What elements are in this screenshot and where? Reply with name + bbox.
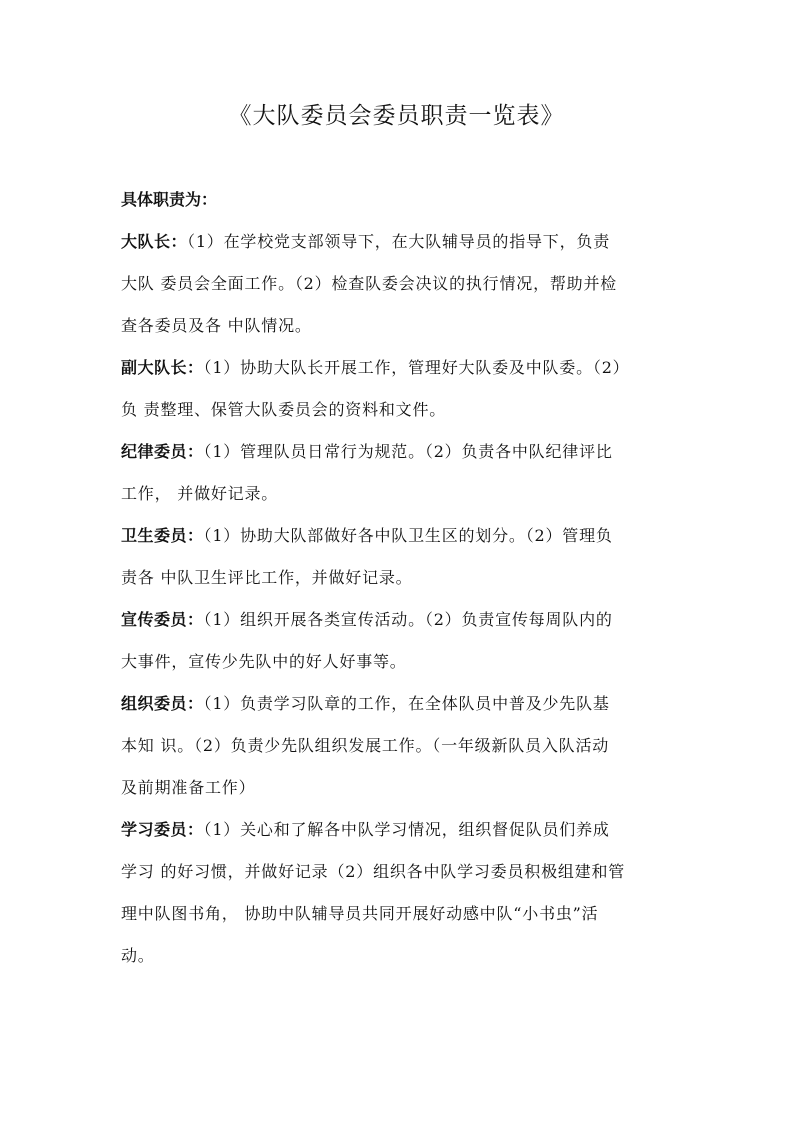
duty-line: 大事件，宣传少先队中的好人好事等。 [121, 652, 407, 671]
duty-line: 理中队图书角， 协助中队辅导员共同开展好动感中队“小书虫”活 [121, 904, 599, 923]
duty-line [121, 692, 681, 716]
duty-line: 工作， 并做好记录。 [121, 484, 279, 503]
role-label: 副大队长： [121, 358, 204, 377]
duty-line: 负 责整理、保管大队委员会的资料和文件。 [121, 400, 447, 419]
intro-heading: 具体职责为： [121, 190, 218, 209]
duty-text: （1）关心和了解各中队学习情况，组织督促队员们养成 [203, 820, 610, 839]
duty-text: （1）协助大队长开展工作，管理好大队委及中队委。（2） [203, 358, 630, 377]
duty-line [121, 818, 681, 842]
duty-line: 动。 [121, 946, 155, 965]
duty-line: 及前期准备工作） [121, 778, 256, 797]
role-label: 宣传委员： [121, 610, 204, 629]
role-label: 大队长： [121, 232, 188, 251]
duty-line: 本知 识。（2）负责少先队组织发展工作。（一年级新队员入队活动 [121, 736, 610, 755]
document-title: 《大队委员会委员职责一览表》 [228, 103, 565, 129]
duty-text: （1）负责学习队章的工作，在全体队员中普及少先队基 [203, 694, 610, 713]
duty-line: 大队 委员会全面工作。（2）检查队委会决议的执行情况，帮助并检 [121, 274, 618, 293]
duty-text: （1）在学校党支部领导下，在大队辅导员的指导下，负责 [187, 232, 610, 251]
duty-line: 学习 的好习惯，并做好记录（2）组织各中队学习委员积极组建和管 [121, 862, 626, 881]
role-label: 组织委员： [121, 694, 204, 713]
duty-line [121, 356, 681, 380]
role-label: 卫生委员： [121, 526, 204, 545]
duty-line: 责各 中队卫生评比工作，并做好记录。 [121, 568, 413, 587]
duty-line [121, 440, 681, 464]
role-label: 学习委员： [121, 820, 204, 839]
duty-text: （1）管理队员日常行为规范。（2）负责各中队纪律评比 [203, 442, 613, 461]
role-label: 纪律委员： [121, 442, 204, 461]
duty-line [121, 608, 681, 632]
duty-text: （1）组织开展各类宣传活动。（2）负责宣传每周队内的 [203, 610, 613, 629]
duty-line [121, 524, 681, 548]
duty-line: 查各委员及各 中队情况。 [121, 316, 312, 335]
duty-text: （1）协助大队部做好各中队卫生区的划分。（2）管理负 [203, 526, 613, 545]
duty-line [121, 230, 681, 254]
